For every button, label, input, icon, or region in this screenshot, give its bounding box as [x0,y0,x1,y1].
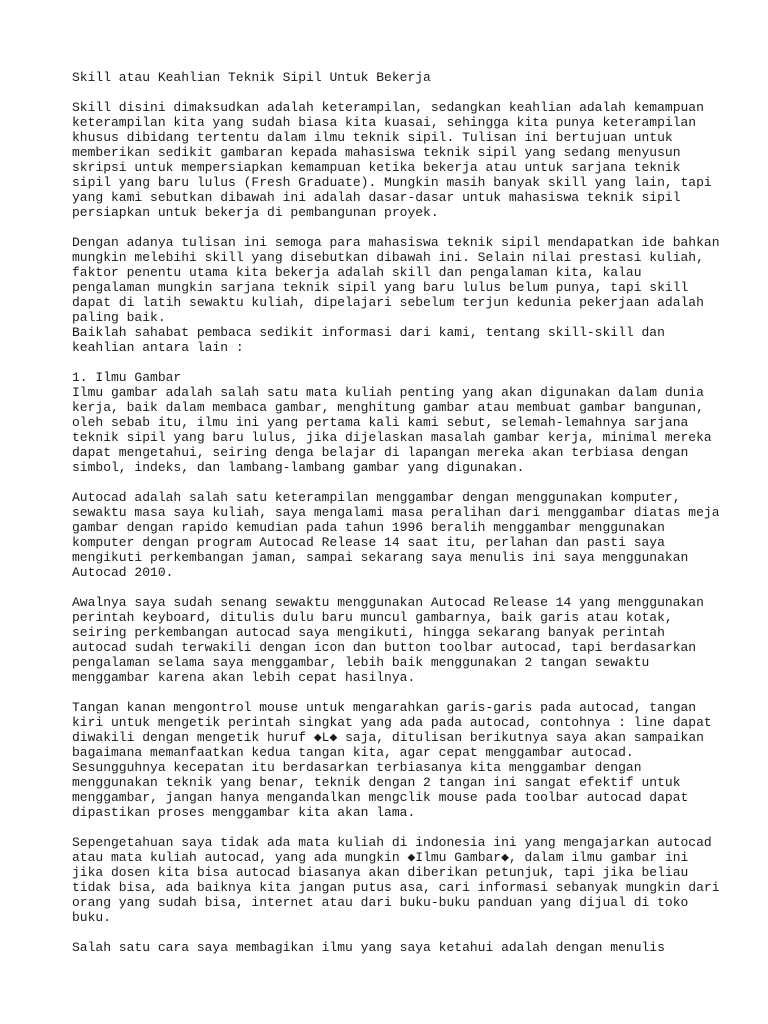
text-line: Salah satu cara saya membagikan ilmu yang saya ketahui adalah dengan menulis [72,940,665,955]
text-line: dipastikan proses menggambar kita akan lama. [72,805,416,820]
text-line: buku. [72,910,112,925]
text-line: pengalaman selama saya menggambar, lebih baik menggunakan 2 tangan sewaktu [72,655,650,670]
text-line: menggambar, jangan hanya mengandalkan mengclik mouse pada toolbar autocad dapat [72,790,689,805]
text-line: sipil yang baru lulus (Fresh Graduate). Mungkin masih banyak skill yang lain, tapi [72,175,712,190]
text-line: sewaktu masa saya kuliah, saya mengalami masa peralihan dari menggambar diatas meja [72,505,720,520]
text-line: menggambar karena akan lebih cepat hasilnya. [72,670,416,685]
text-line: keterampilan kita yang sudah biasa kita kuasai, sehingga kita punya keterampilan [72,115,697,130]
text-line: skripsi untuk mempersiapkan kemampuan ketika bekerja atau untuk sarjana teknik [72,160,681,175]
text-line: Sepengetahuan saya tidak ada mata kuliah di indonesia ini yang mengajarkan autocad [72,835,712,850]
text-line: mengikuti perkembangan jaman, sampai sekarang saya menulis ini saya menggunakan [72,550,689,565]
text-line: Autocad adalah salah satu keterampilan menggambar dengan menggunakan komputer, [72,490,681,505]
document-page [72,70,720,970]
text-line: Baiklah sahabat pembaca sedikit informasi dari kami, tentang skill-skill dan [72,325,665,340]
text-line: autocad sudah terwakili dengan icon dan button toolbar autocad, tapi berdasarkan [72,640,697,655]
text-line: kerja, baik dalam membaca gambar, menghitung gambar atau membuat gambar bangunan, [72,400,704,415]
paragraph [72,490,720,580]
text-line: pengalaman mungkin sarjana teknik sipil yang baru lulus belum punya, tapi skill [72,280,689,295]
text-line: simbol, indeks, dan lambang-lambang gambar yang digunakan. [72,460,525,475]
text-line: 1. Ilmu Gambar [72,370,182,385]
text-line: atau mata kuliah autocad, yang ada mungkin ◆Ilmu Gambar◆, dalam ilmu gambar ini [72,850,689,865]
text-line: paling baik. [72,310,166,325]
text-line: bagaimana memanfaatkan kedua tangan kita, agar cepat menggambar autocad. [72,745,634,760]
text-line: oleh sebab itu, ilmu ini yang pertama kali kami sebut, selemah-lemahnya sarjana [72,415,689,430]
text-line: teknik sipil yang baru lulus, jika dijelaskan masalah gambar kerja, minimal mereka [72,430,712,445]
document-title: Skill atau Keahlian Teknik Sipil Untuk Bekerja [72,70,431,85]
paragraph [72,370,712,475]
text-line: perintah keyboard, ditulis dulu baru muncul gambarnya, baik garis atau kotak, [72,610,673,625]
text-line: orang yang sudah bisa, internet atau dari buku-buku panduan yang dijual di toko [72,895,689,910]
paragraph [72,595,712,685]
text-line: gambar dengan rapido kemudian pada tahun 1996 beralih menggambar menggunakan [72,520,665,535]
text-line: tidak bisa, ada baiknya kita jangan putus asa, cari informasi sebanyak mungkin dari [72,880,720,895]
text-line: menggunakan teknik yang benar, teknik dengan 2 tangan ini sangat efektif untuk [72,775,681,790]
text-line: faktor penentu utama kita bekerja adalah skill dan pengalaman kita, kalau [72,265,642,280]
paragraph [72,700,712,820]
text-line: persiapkan untuk bekerja di pembangunan proyek. [72,205,439,220]
text-line: yang kami sebutkan dibawah ini adalah dasar-dasar untuk mahasiswa teknik sipil [72,190,681,205]
text-line: Tangan kanan mengontrol mouse untuk mengarahkan garis-garis pada autocad, tangan [72,700,697,715]
text-line: jika dosen kita bisa autocad biasanya akan diberikan petunjuk, tapi jika beliau [72,865,689,880]
text-line: Ilmu gambar adalah salah satu mata kuliah penting yang akan digunakan dalam dunia [72,385,704,400]
document-body [72,100,720,955]
text-line: kiri untuk mengetik perintah singkat yang ada pada autocad, contohnya : line dapat [72,715,712,730]
text-line: Awalnya saya sudah senang sewaktu menggunakan Autocad Release 14 yang menggunakan [72,595,704,610]
text-line: Skill disini dimaksudkan adalah keterampilan, sedangkan keahlian adalah kemampuan [72,100,704,115]
paragraph [72,940,712,955]
text-line: khusus dibidang tertentu dalam ilmu teknik sipil. Tulisan ini bertujuan untuk [72,130,673,145]
text-line: mungkin melebihi skill yang disebutkan dibawah ini. Selain nilai prestasi kuliah, [72,250,704,265]
text-line: dapat mengetahui, seiring denga belajar di lapangan mereka akan terbiasa dengan [72,445,689,460]
text-line: Sesungguhnya kecepatan itu berdasarkan terbiasanya kita menggambar dengan [72,760,642,775]
text-line: Dengan adanya tulisan ini semoga para mahasiswa teknik sipil mendapatkan ide bahkan [72,235,720,250]
text-line: memberikan sedikit gambaran kepada mahasiswa teknik sipil yang sedang menyusun [72,145,681,160]
text-line: keahlian antara lain : [72,340,244,355]
text-line: dapat di latih sewaktu kuliah, dipelajari sebelum terjun kedunia pekerjaan adalah [72,295,704,310]
paragraph [72,235,720,355]
text-line: seiring perkembangan autocad saya mengikuti, hingga sekarang banyak perintah [72,625,665,640]
text-line: Autocad 2010. [72,565,174,580]
paragraph [72,100,712,220]
paragraph [72,835,720,925]
text-line: diwakili dengan mengetik huruf ◆L◆ saja, ditulisan berikutnya saya akan sampaikan [72,730,704,745]
text-line: komputer dengan program Autocad Release 14 saat itu, perlahan dan pasti saya [72,535,665,550]
